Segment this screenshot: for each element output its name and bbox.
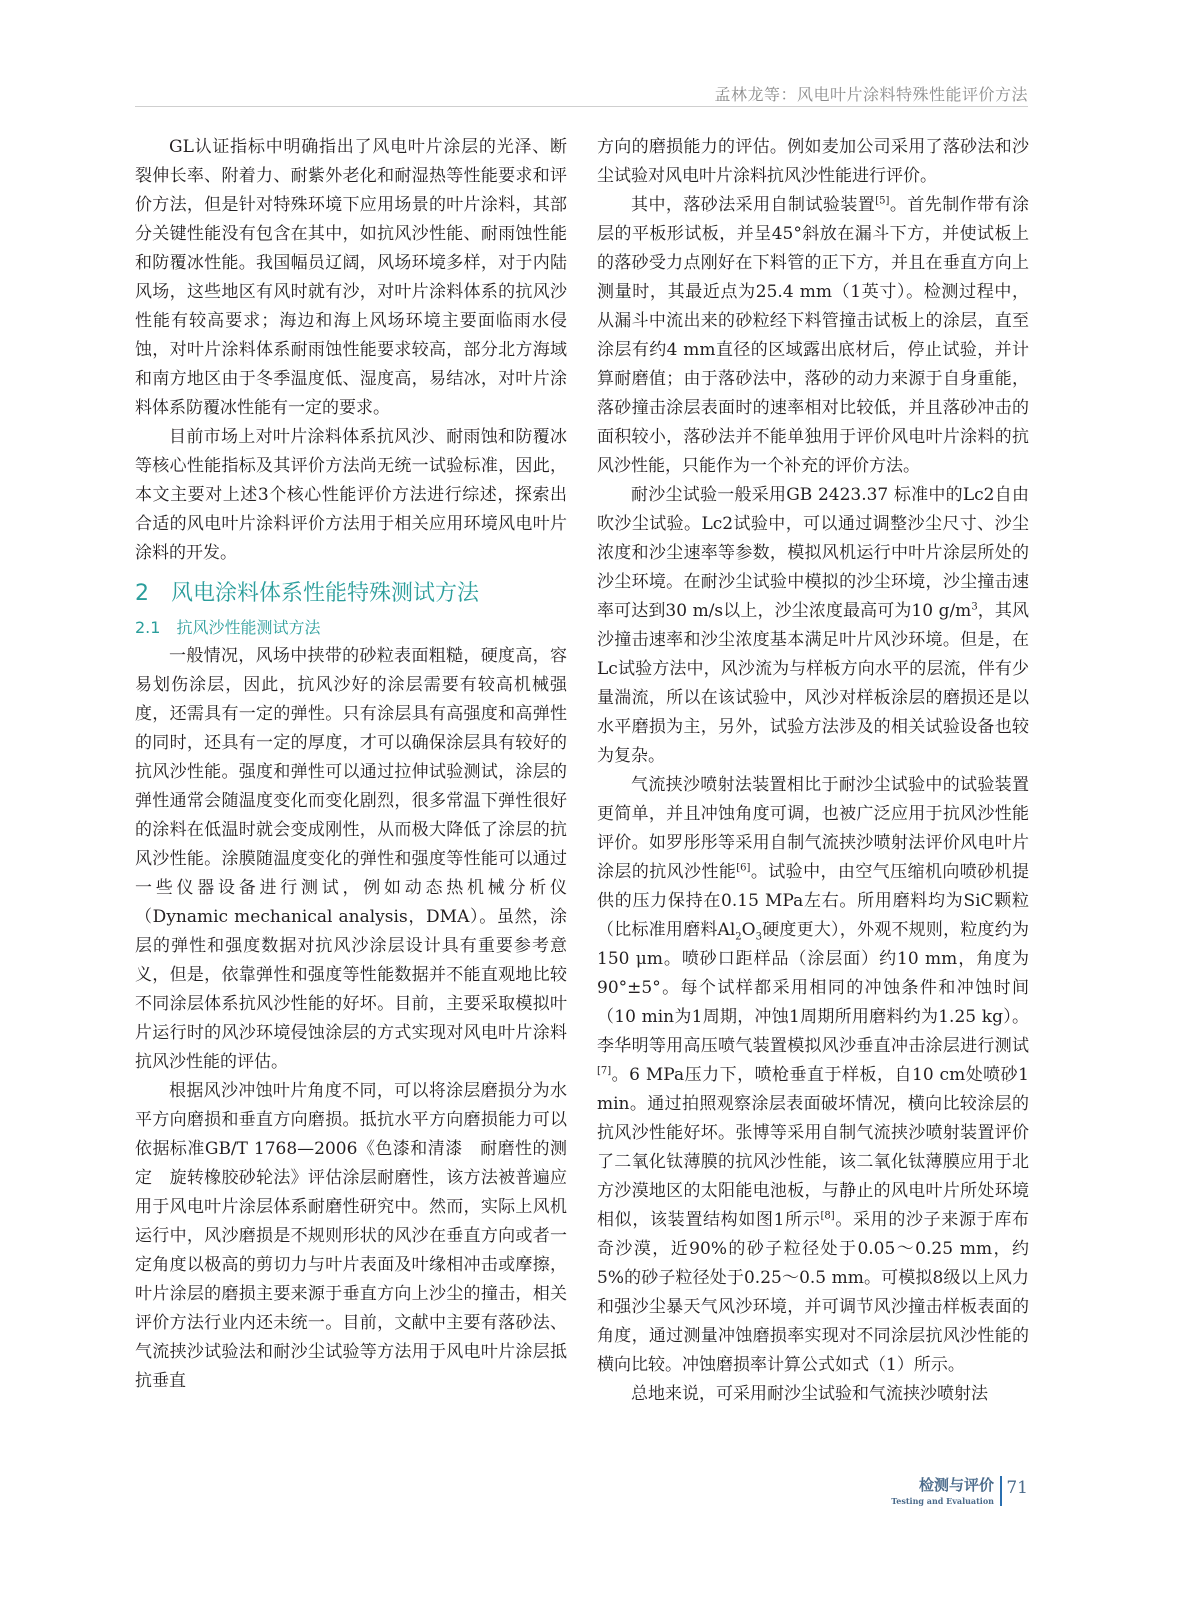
footer-divider xyxy=(1000,1476,1002,1506)
journal-section-cn: 检测与评价 xyxy=(918,1476,994,1494)
paragraph: 其中，落砂法采用自制试验装置[5]。首先制作带有涂层的平板形试板，并呈45°斜放在漏斗下方，并使试板上的落砂受力点刚好在下料管的正下方，并且在垂直方向上测量时，其最近点为25.4 mm（1英寸）。检测过程中，从漏斗中流出来的砂粒经下料管撞击试板上的涂层，直至涂层有约4 mm直径的区域露出底材后，停止试验，并计算耐磨值；由于落砂法中，落砂的动力来源于自身重能，落砂撞击涂层表面时的速率相对比较低，并且落砂冲击的面积较小，落砂法并不能单独用于评价风电叶片涂料的抗风沙性能，只能作为一个补充的评价方法。 xyxy=(597,195,1030,476)
right-column xyxy=(597,133,1029,1409)
paragraph: 气流挟沙喷射法装置相比于耐沙尘试验中的试验装置更简单，并且冲蚀角度可调，也被广泛应用于抗风沙性能评价。如罗彤彤等采用自制气流挟沙喷射法评价风电叶片涂层的抗风沙性能[6]。试验中，由空气压缩机向喷砂机提供的压力保持在0.15 MPa左右。所用磨料均为SiC颗粒（比标准用磨料$Al_2O_3$硬度更大），外观不规则，粒度约为150 μm。喷砂口距样品（涂层面）约10 mm，角度为90°±5°。每个试样都采用相同的冲蚀条件和冲蚀时间（10 min为1周期，冲蚀1周期所用磨料约为1.25 kg）。李华明等用高压喷气装置模拟风沙垂直冲击涂层进行测试[7]。6 MPa压力下，喷枪垂直于样板，自10 cm处喷砂1 min。通过拍照观察涂层表面破坏情况，横向比较涂层的抗风沙性能好坏。张博等采用自制气流挟沙喷射装置评价了二氧化钛薄膜的抗风沙性能，该二氧化钛薄膜应用于北方沙漠地区的太阳能电池板，与静止的风电叶片所处环境相似，该装置结构如图1所示[8]。采用的沙子来源于库布奇沙漠，近90%的砂子粒径处于0.05～0.25 mm，约5%的砂子粒径处于0.25～0.5 mm。可模拟8级以上风力和强沙尘暴天气风沙环境，并可调节风沙撞击样板表面的角度，通过测量冲蚀磨损率实现对不同涂层抗风沙性能的横向比较。冲蚀磨损率计算公式如式（1）所示。 xyxy=(597,775,1030,1375)
journal-section-en: Testing and Evaluation xyxy=(891,1496,994,1506)
page-number: 71 xyxy=(1006,1478,1028,1498)
superscript: 3 xyxy=(971,601,978,613)
paragraph: 耐沙尘试验一般采用GB 2423.37 标准中的Lc2自由吹沙尘试验。Lc2试验中，可以通过调整沙尘尺寸、沙尘浓度和沙尘速率等参数，模拟风机运行中叶片涂层所处的沙尘环境。在耐沙尘试验中模拟的沙尘环境，沙尘撞击速率可达到30 m/s以上，沙尘浓度最高可为10 $g/m^3$，其风沙撞击速率和沙尘浓度基本满足叶片风沙环境。但是，在Lc试验方法中，风沙流为与样板方向水平的层流，伴有少量湍流，所以在该试验中，风沙对样板涂层的磨损还是以水平磨损为主，另外，试验方法涉及的相关试验设备也较为复杂。 xyxy=(597,485,1030,766)
paragraph: 总地来说，可采用耐沙尘试验和气流挟沙喷射法 xyxy=(631,1384,988,1404)
citation-ref: [5] xyxy=(875,195,890,207)
page-footer xyxy=(880,1474,1030,1514)
left-column xyxy=(135,133,567,1396)
paragraph: 目前市场上对叶片涂料体系抗风沙、耐雨蚀和防覆冰等核心性能指标及其评价方法尚无统一试验标准，因此，本文主要对上述3个核心性能评价方法进行综述，探索出合适的风电叶片涂料评价方法用于相关应用环境风电叶片涂料的开发。 xyxy=(135,427,567,563)
section-heading: 2 风电涂料体系性能特殊测试方法 xyxy=(135,581,479,606)
citation-ref: [8] xyxy=(820,1210,835,1222)
citation-ref: [7] xyxy=(597,1065,612,1077)
citation-ref: [6] xyxy=(736,862,751,874)
paragraph: 一般情况，风场中挟带的砂粒表面粗糙，硬度高，容易划伤涂层，因此，抗风沙好的涂层需要有较高机械强度，还需具有一定的弹性。只有涂层具有高强度和高弹性的同时，还具有一定的厚度，才可以确保涂层具有较好的抗风沙性能。强度和弹性可以通过拉伸试验测试，涂层的弹性通常会随温度变化而变化剧烈，很多常温下弹性很好的涂料在低温时就会变成刚性，从而极大降低了涂层的抗风沙性能。涂膜随温度变化的弹性和强度等性能可以通过一些仪器设备进行测试，例如动态热机械分析仪（Dynamic mechanical analysis，DMA）。虽然，涂层的弹性和强度数据对抗风沙涂层设计具有重要参考意义，但是，依靠弹性和强度等性能数据并不能直观地比较不同涂层体系抗风沙性能的好坏。目前，主要采取模拟叶片运行时的风沙环境侵蚀涂层的方式实现对风电叶片涂料抗风沙性能的评估。 xyxy=(135,646,567,1072)
paragraph: GL认证指标中明确指出了风电叶片涂层的光泽、断裂伸长率、附着力、耐紫外老化和耐湿热等性能要求和评价方法，但是针对特殊环境下应用场景的叶片涂料，其部分关键性能没有包含在其中，如抗风沙性能、耐雨蚀性能和防覆冰性能。我国幅员辽阔，风场环境多样，对于内陆风场，这些地区有风时就有沙，对叶片涂料体系的抗风沙性能有较高要求；海边和海上风场环境主要面临雨水侵蚀，对叶片涂料体系耐雨蚀性能要求较高，部分北方海域和南方地区由于冬季温度低、湿度高，易结冰，对叶片涂料体系防覆冰性能有一定的要求。 xyxy=(135,137,567,418)
subscript: 2 xyxy=(735,931,742,943)
subscript: 3 xyxy=(755,931,762,943)
subsection-heading: 2.1 抗风沙性能测试方法 xyxy=(135,618,321,637)
paragraph-continuation: 方向的磨损能力的评估。例如麦加公司采用了落砂法和沙尘试验对风电叶片涂料抗风沙性能进行评价。 xyxy=(597,137,1029,186)
running-title: 孟林龙等：风电叶片涂料特殊性能评价方法 xyxy=(714,85,1028,104)
running-header xyxy=(135,80,1028,107)
paragraph: 根据风沙冲蚀叶片角度不同，可以将涂层磨损分为水平方向磨损和垂直方向磨损。抵抗水平方向磨损能力可以依据标准GB/T 1768—2006《色漆和清漆 耐磨性的测定 旋转橡胶砂轮法》评估涂层耐磨性，该方法被普遍应用于风电叶片涂层体系耐磨性研究中。然而，实际上风机运行中，风沙磨损是不规则形状的风沙在垂直方向或者一定角度以极高的剪切力与叶片表面及叶缘相冲击或摩擦，叶片涂层的磨损主要来源于垂直方向上沙尘的撞击，相关评价方法行业内还未统一。目前，文献中主要有落砂法、气流挟沙试验法和耐沙尘试验等方法用于风电叶片涂层抵抗垂直 xyxy=(135,1081,567,1391)
